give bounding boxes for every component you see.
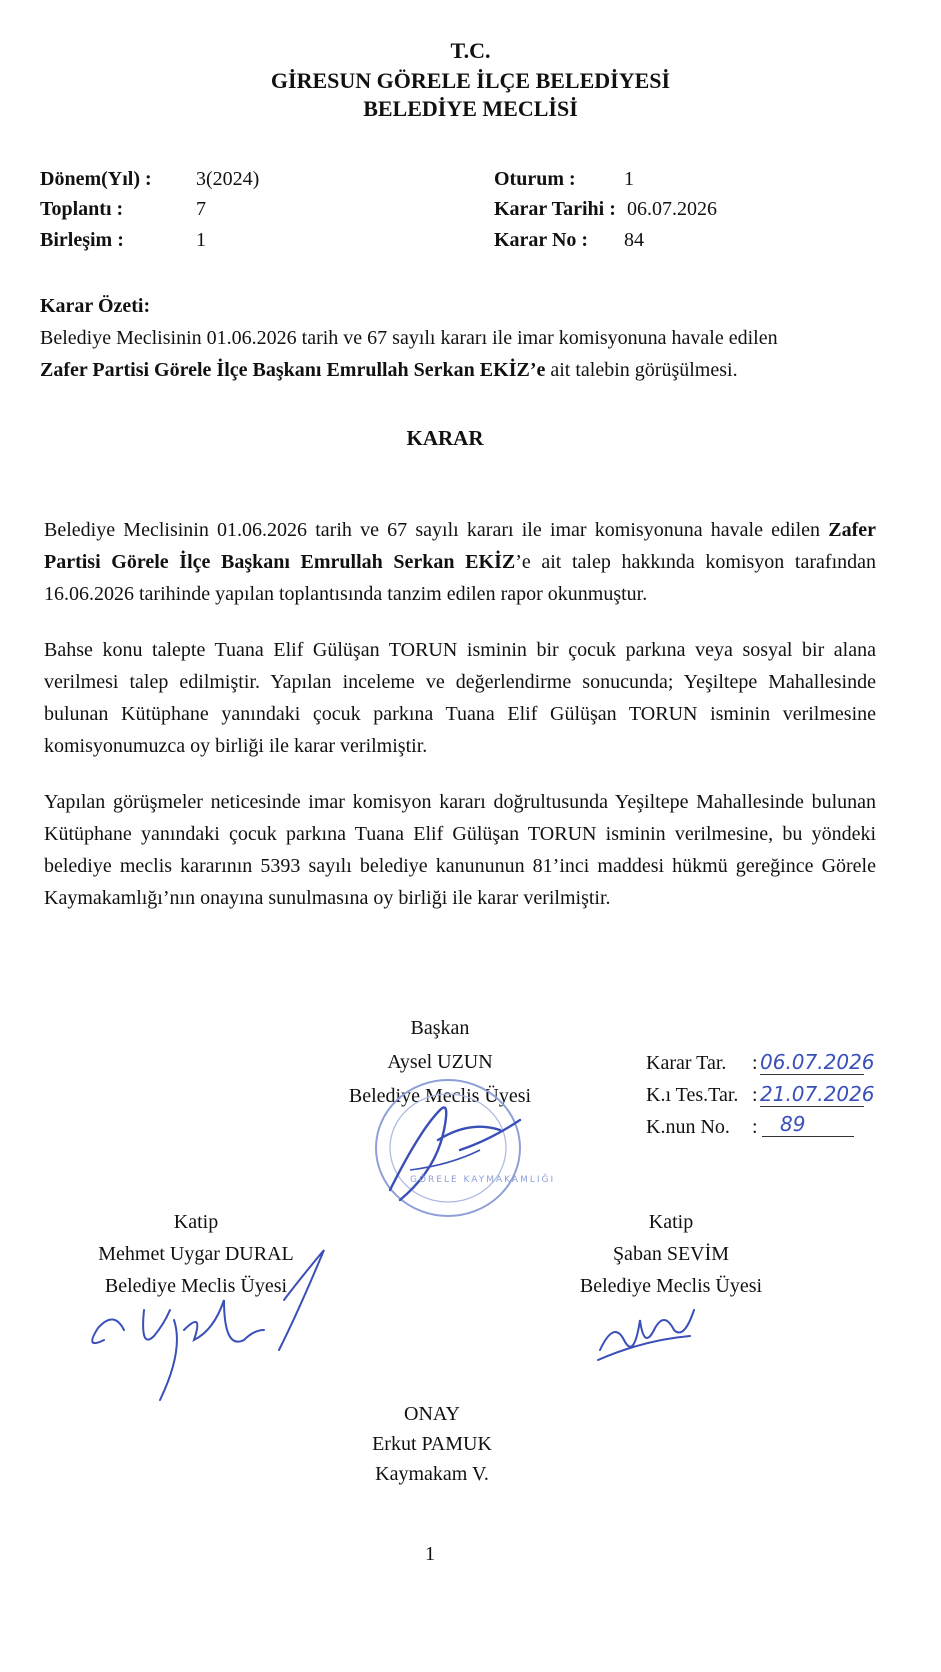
stamp-label-decision-date: Karar Tar. bbox=[646, 1052, 727, 1074]
stamp-label-number: K.nun No. bbox=[646, 1116, 730, 1138]
stamp-value-finalize-date: 21.07.2026 bbox=[760, 1082, 875, 1106]
meta-label-session: Birleşim : bbox=[40, 229, 124, 251]
meta-value-decision-no: 84 bbox=[624, 229, 644, 251]
clerk2-role: Katip bbox=[648, 1211, 694, 1233]
paragraph-1-bold: Zafer Partisi Görele İlçe Başkanı Emrullah Serkan EKİZ bbox=[44, 519, 876, 573]
stamp-value-decision-date: 06.07.2026 bbox=[760, 1050, 875, 1074]
stamp-sep-1: : bbox=[752, 1052, 758, 1074]
summary-bold-name: Zafer Partisi Görele İlçe Başkanı Emrullah Serkan EKİZ bbox=[40, 359, 530, 381]
approval-title: Kaymakam V. bbox=[375, 1463, 489, 1485]
meta-label-decision-no: Karar No : bbox=[494, 229, 589, 251]
paragraph-1-b: ’e ait talep hakkında komisyon tarafından 16.06.2026 tarihinde yapılan toplantısında tanzim edilen rapor okunmuştur. bbox=[44, 551, 877, 605]
meta-value-sitting: 1 bbox=[624, 168, 634, 190]
header-line-tc: T.C. bbox=[450, 38, 491, 63]
approval-name: Erkut PAMUK bbox=[372, 1433, 492, 1455]
meta-label-meeting: Toplantı : bbox=[40, 198, 124, 220]
meta-value-session: 1 bbox=[196, 229, 206, 251]
summary-bold-suffix: ’e bbox=[529, 359, 546, 381]
stamp-sep-2: : bbox=[752, 1084, 758, 1106]
clerk1-title: Belediye Meclis Üyesi bbox=[104, 1275, 288, 1297]
clerk2-name: Şaban SEVİM bbox=[612, 1243, 730, 1265]
clerk2-signature bbox=[594, 1300, 704, 1370]
summary-heading: Karar Özeti: bbox=[40, 295, 151, 317]
meta-label-period: Dönem(Yıl) : bbox=[40, 168, 152, 190]
meta-value-decision-date: 06.07.2026 bbox=[627, 198, 717, 220]
president-role: Başkan bbox=[410, 1017, 470, 1039]
paragraph-2: Bahse konu talepte Tuana Elif Gülüşan TORUN isminin bir çocuk parkına veya sosyal bir alana verilmesi talep edilmiştir. Yapılan inceleme ve değerlendirme sonucunda; Yeşiltepe Mahallesinde bulunan Kütüphane yanındaki çocuk parkına Tuana Elif Gülüşan TORUN isminin verilmesine komisyonumuzca oy birliği ile karar verilmiştir. bbox=[44, 639, 876, 757]
header-council: BELEDİYE MECLİSİ bbox=[363, 96, 578, 121]
meta-value-period: 3(2024) bbox=[196, 168, 260, 190]
approval-role: ONAY bbox=[404, 1403, 460, 1425]
president-name: Aysel UZUN bbox=[387, 1051, 493, 1073]
summary-text-2: ait talebin görüşülmesi. bbox=[545, 359, 738, 381]
meta-label-decision-date: Karar Tarihi : bbox=[494, 198, 616, 220]
paragraph-1 bbox=[44, 514, 876, 610]
clerk2-title: Belediye Meclis Üyesi bbox=[579, 1275, 763, 1297]
stamp-value-number: 89 bbox=[762, 1112, 854, 1137]
clerk1-name: Mehmet Uygar DURAL bbox=[98, 1243, 294, 1265]
stamp-sep-3: : bbox=[752, 1116, 758, 1138]
page-number: 1 bbox=[425, 1543, 435, 1565]
meta-value-meeting: 7 bbox=[196, 198, 206, 220]
clerk1-role: Katip bbox=[173, 1211, 219, 1233]
president-title: Belediye Meclis Üyesi bbox=[348, 1085, 532, 1107]
summary-text-1: Belediye Meclisinin 01.06.2026 tarih ve 67 sayılı kararı ile imar komisyonuna havale edilen bbox=[40, 327, 778, 349]
header-municipality: GİRESUN GÖRELE İLÇE BELEDİYESİ bbox=[270, 68, 671, 93]
seal-text: GÖRELE KAYMAKAMLIĞI bbox=[410, 1175, 556, 1185]
paragraph-3: Yapılan görüşmeler neticesinde imar komisyon kararı doğrultusunda Yeşiltepe Mahallesinde bulunan Kütüphane yanındaki çocuk parkına Tuana Elif Gülüşan TORUN isminin verilmesine, bu yöndeki belediye meclis kararının 5393 sayılı belediye kanununun 81’inci maddesi hükmü gereğince Görele Kaymakamlığı’nın onayına sunulmasına oy birliği ile karar verilmiştir. bbox=[44, 791, 876, 909]
decision-heading: KARAR bbox=[406, 426, 484, 450]
clerk1-signature bbox=[84, 1240, 324, 1410]
stamp-label-finalize-date: K.ı Tes.Tar. bbox=[646, 1084, 739, 1106]
paragraph-1-a: Belediye Meclisinin 01.06.2026 tarih ve 67 sayılı kararı ile imar komisyonuna havale edilen bbox=[44, 519, 829, 541]
meta-label-sitting: Oturum : bbox=[494, 168, 576, 190]
summary-text bbox=[40, 322, 880, 386]
official-seal bbox=[360, 1070, 530, 1220]
